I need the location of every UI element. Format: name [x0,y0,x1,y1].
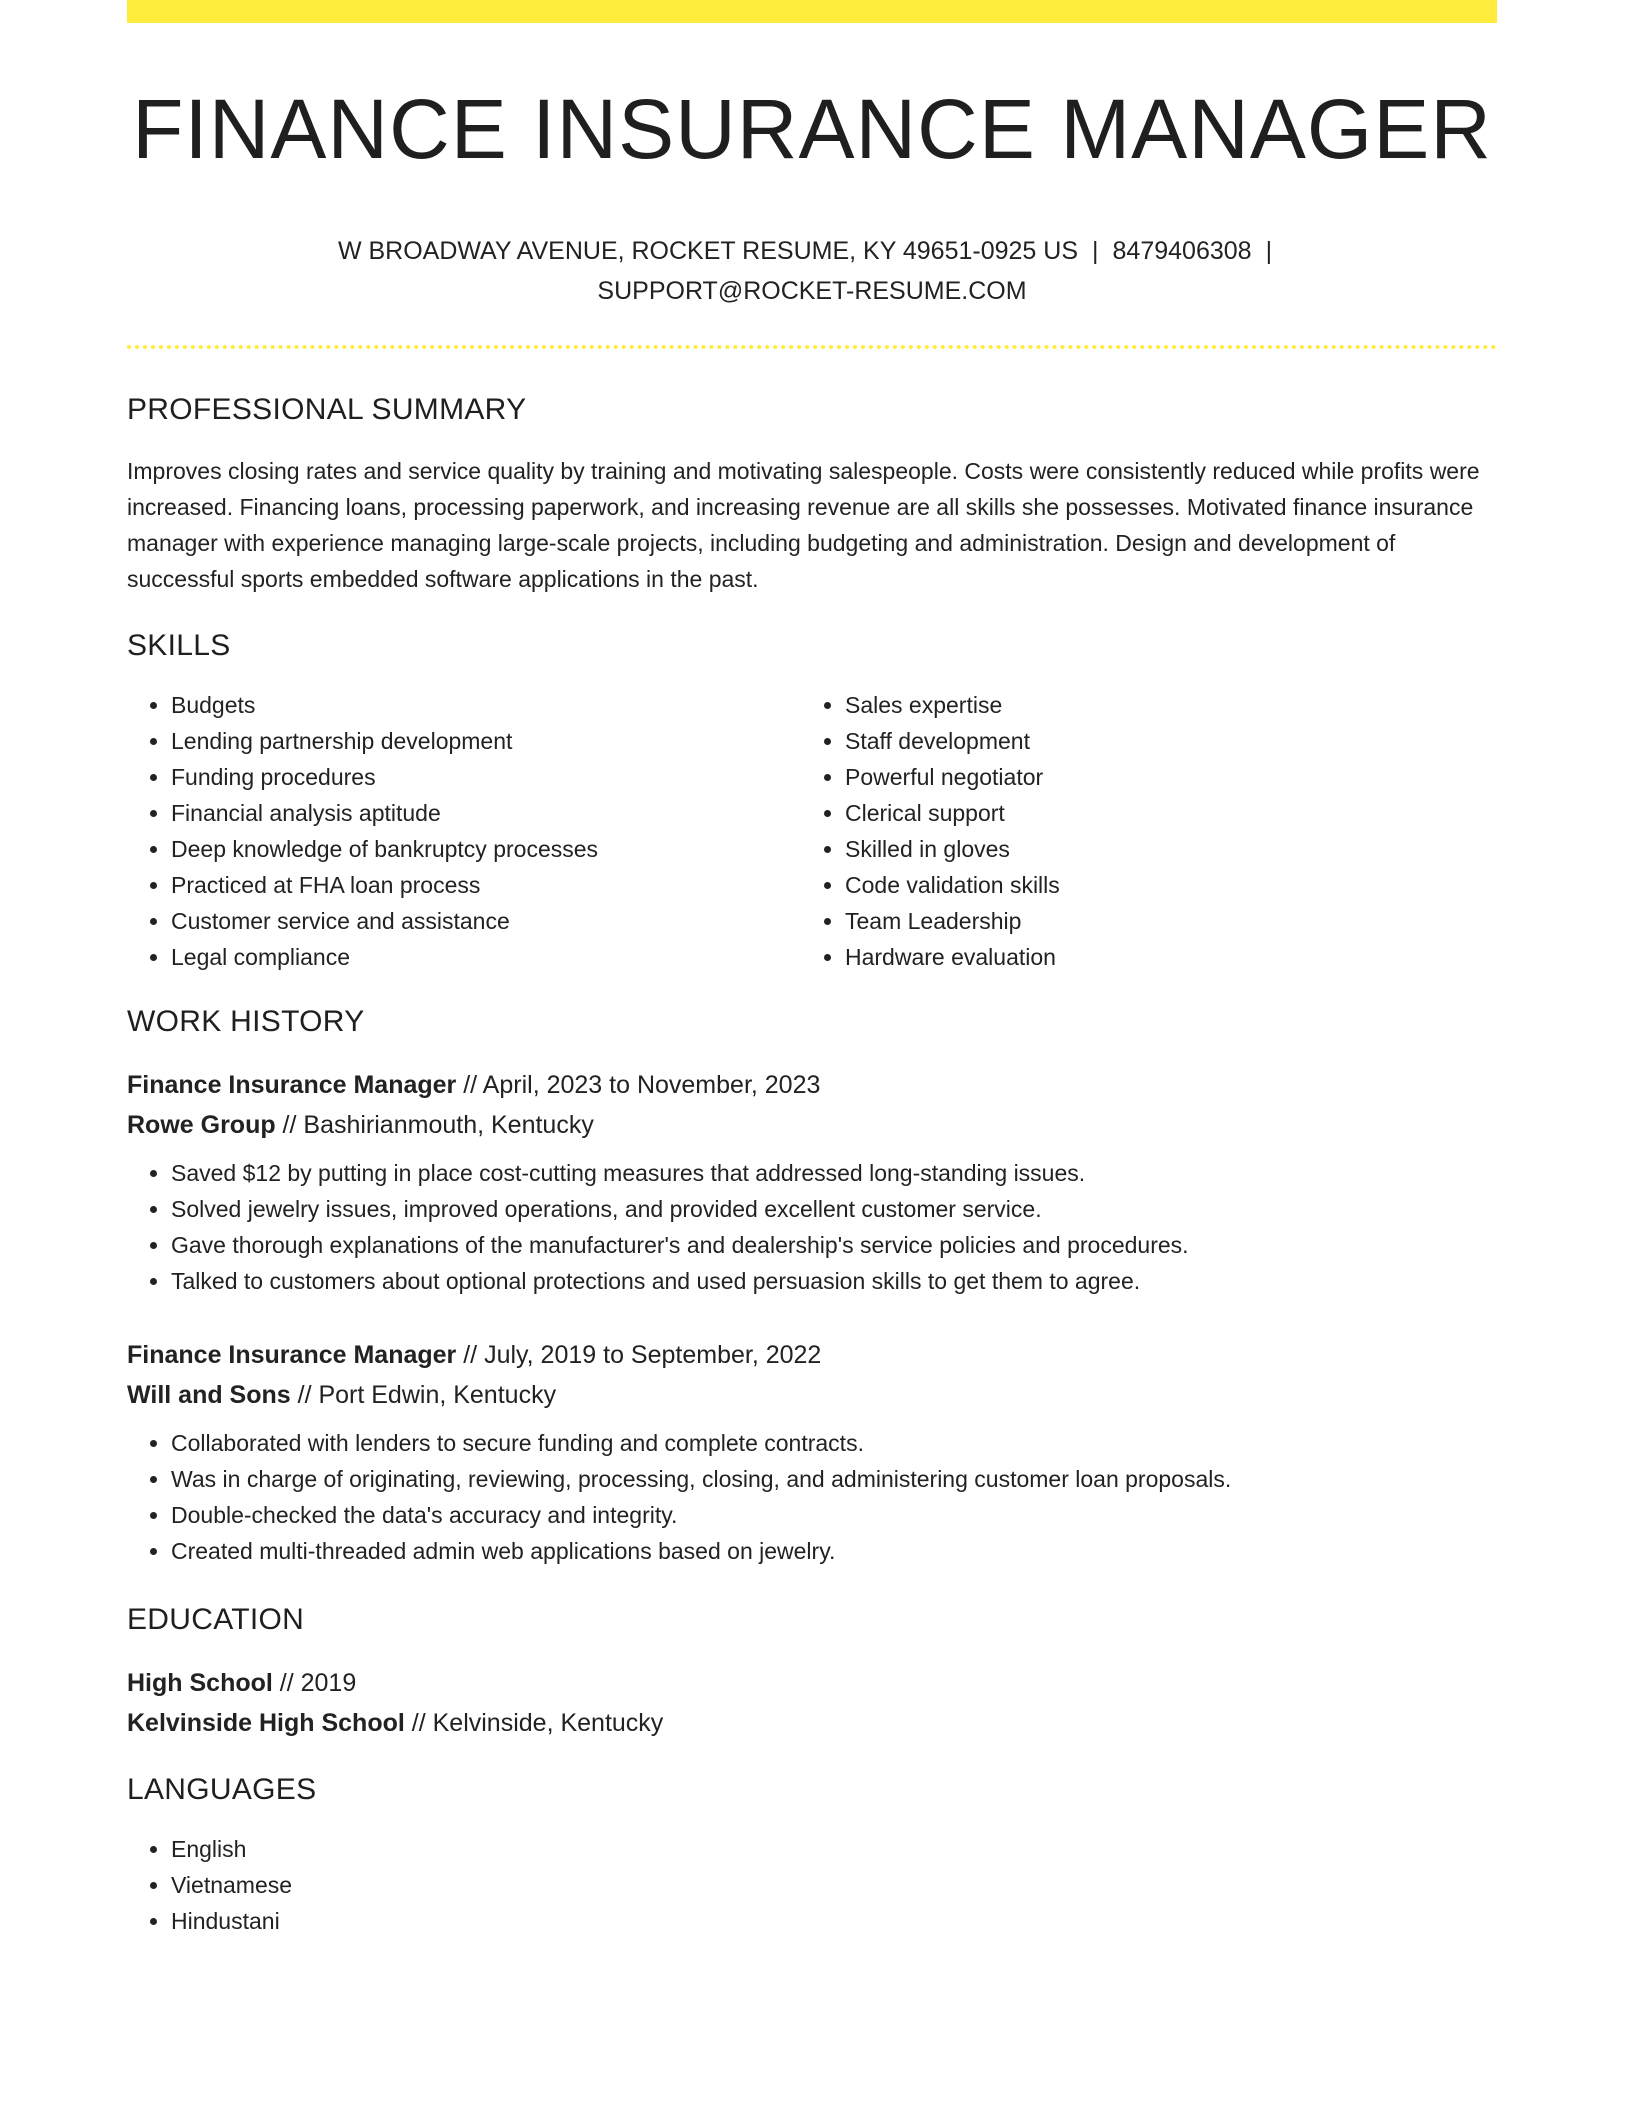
job-location: // Port Edwin, Kentucky [290,1381,557,1410]
skill-item: • Sales expertise [845,687,1475,723]
job-company: Rowe Group [127,1111,276,1140]
job-bullet: • Double-checked the data's accuracy and integrity. [171,1497,1497,1533]
job-bullets [127,1425,1497,1569]
education-school-line [127,1703,1497,1743]
education-entry [127,1663,1497,1743]
job-role-line [127,1065,1497,1105]
skill-item: • Funding procedures [171,759,801,795]
skill-item: • Customer service and assistance [171,903,801,939]
job-bullet: • Solved jewelry issues, improved operations, and provided excellent customer service. [171,1191,1497,1227]
header-divider [127,345,1497,349]
education-location: // Kelvinside, Kentucky [404,1709,664,1738]
skill-item: • Code validation skills [845,867,1475,903]
contact-phone: 8479406308 [1112,237,1252,266]
skill-item: • Skilled in gloves [845,831,1475,867]
skill-item: • Staff development [845,723,1475,759]
job-location: // Bashirianmouth, Kentucky [275,1111,594,1140]
summary-text: Improves closing rates and service quality by training and motivating salespeople. Costs were consistently reduced while profits were increased. Financing loans, processing paperwork, and increasing revenue are all skills she possesses. Motivated finance insurance manager with experience managing large-scale projects, including budgeting and administration. Design and development of successful sports embedded software applications in the past. [127,458,1480,593]
contact-info [127,231,1497,311]
resume-page [127,0,1497,1939]
skill-item: • Lending partnership development [171,723,801,759]
job-role: Finance Insurance Manager [127,1341,457,1370]
language-item: • English [171,1831,1497,1867]
skills-right-list [801,687,1475,975]
language-item: • Vietnamese [171,1867,1497,1903]
education-heading: EDUCATION [127,1603,305,1637]
skill-item: • Deep knowledge of bankruptcy processes [171,831,801,867]
skill-item: • Powerful negotiator [845,759,1475,795]
job-bullet: • Talked to customers about optional protections and used persuasion skills to get them to agree. [171,1263,1497,1299]
skill-item: • Hardware evaluation [845,939,1475,975]
education-degree: High School [127,1669,273,1698]
summary-heading: PROFESSIONAL SUMMARY [127,393,527,427]
skill-item: • Budgets [171,687,801,723]
job-entry [127,1065,1497,1299]
contact-line-1 [127,231,1497,271]
skill-item: • Practiced at FHA loan process [171,867,801,903]
job-entry [127,1335,1497,1569]
contact-separator: | [1265,237,1273,266]
job-bullet: • Saved $12 by putting in place cost-cutting measures that addressed long-standing issues. [171,1155,1497,1191]
job-bullet: • Collaborated with lenders to secure funding and complete contracts. [171,1425,1497,1461]
job-company: Will and Sons [127,1381,291,1410]
top-accent-bar [127,0,1497,23]
languages-heading: LANGUAGES [127,1773,317,1807]
resume-name: FINANCE INSURANCE MANAGER [132,82,1492,176]
contact-email: SUPPORT@ROCKET-RESUME.COM [597,277,1027,306]
skill-item: • Team Leadership [845,903,1475,939]
skills-grid [127,687,1497,975]
job-company-line [127,1375,1497,1415]
job-bullet: • Gave thorough explanations of the manufacturer's and dealership's service policies and procedures. [171,1227,1497,1263]
work-history-heading: WORK HISTORY [127,1005,365,1039]
contact-separator: | [1092,237,1099,266]
skills-left-list [127,687,801,975]
contact-address: W BROADWAY AVENUE, ROCKET RESUME, KY 49651-0925 US [337,237,1079,266]
skill-item: • Clerical support [845,795,1475,831]
job-dates: // July, 2019 to September, 2022 [456,1341,822,1370]
job-role-line [127,1335,1497,1375]
education-school: Kelvinside High School [127,1709,405,1738]
job-bullet: • Was in charge of originating, reviewing, processing, closing, and administering customer loan proposals. [171,1461,1497,1497]
job-dates: // April, 2023 to November, 2023 [456,1071,821,1100]
contact-line-2 [127,271,1497,311]
job-bullets [127,1155,1497,1299]
skill-item: • Legal compliance [171,939,801,975]
skills-heading: SKILLS [127,629,231,663]
job-bullet: • Created multi-threaded admin web applications based on jewelry. [171,1533,1497,1569]
education-degree-line [127,1663,1497,1703]
skill-item: • Financial analysis aptitude [171,795,801,831]
languages-list [127,1831,1497,1939]
language-item: • Hindustani [171,1903,1497,1939]
job-role: Finance Insurance Manager [127,1071,457,1100]
education-year: // 2019 [272,1669,357,1698]
job-company-line [127,1105,1497,1145]
